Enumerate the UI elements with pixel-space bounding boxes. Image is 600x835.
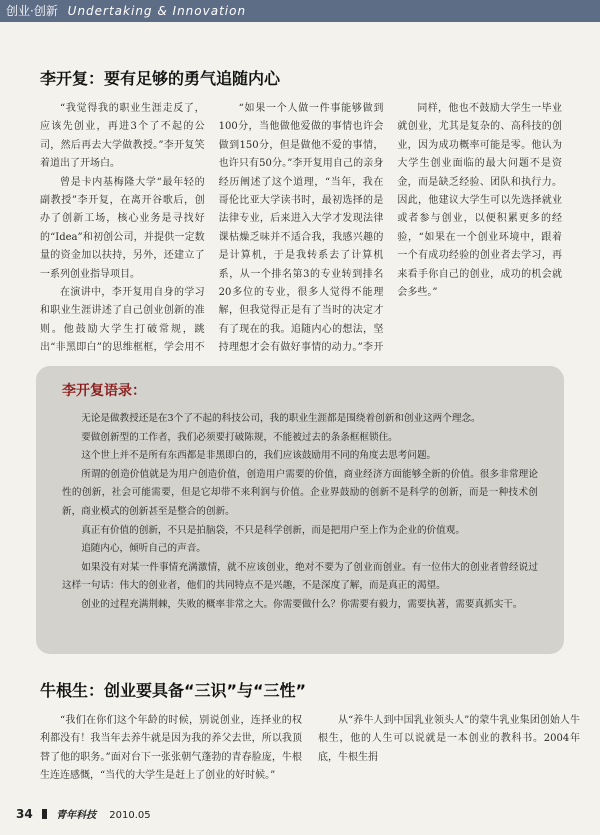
article1-paragraph: “如果一个人做一件事能够做到100分，当他做他爱做的事情也许会做到150分，但是做他不爱的事情，也许只有50分。”李开复用自己的亲身经历阐述了这个道理，“当年，我在哥伦比亚大学读书时，最初选择的是法律专业，后来进入大学才发现法律课枯燥乏味并不适合我，我感兴趣的是计算机，于是我转系去了计算机系，从一个排名第3的专业转到排名20多位的专业，很多人觉得不能理解，但我觉得正是有了当时的决定才有了现在的我。追随内心的想法，坚持理想才会有做好事情的动力。”李开 [218,103,384,354]
article1-paragraph: 曾是卡内基梅隆大学“最年轻的副教授”李开复，在离开谷歌后，创办了创新工场，核心业务是寻找好的“Idea”和初创公司，并提供一定数量的资金加以扶持，另外，还建立了一系列创业指导项目。 [40,176,205,280]
magazine-name: 青年科技 [56,810,97,821]
quote-item: 无论是做教授还是在3个了不起的科技公司，我的职业生涯都是围绕着创新和创业这两个理念。 [81,413,481,424]
quote-item: 所谓的创造价值就是为用户创造价值，创造用户需要的价值，商业经济方面能够全新的价值。很多非常理论性的创新，社会可能需要，但是它却带不来利润与价值。企业界鼓励的创新不是科学的创新，而是一种技术创新，商业模式的创新甚至是整合的创新。 [62,468,538,517]
article1-paragraph: 在演讲中，李开复用自身的学习和职业生涯讲述了自己创业创新的准则。他鼓励大学生打破常规，跳出“非黑即白”的思维框框，学会用不 [40,287,205,354]
section-title-cn: 创业·创新 [6,4,58,18]
article1-paragraph: 同样，他也不鼓励大学生一毕业就创业，尤其是复杂的、高科技的创业，因为成功概率可能是零。他认为大学生创业面临的最大问题不是资金，而是缺乏经验、团队和执行力。因此，他建议大学生可以先选择就业或者参与创业，以便积累更多的经验，“如果在一个创业环境中，跟着一个有成功经验的创业者去学习，再来看手你自己的创业，成功的机会就会多些。” [397,103,563,299]
section-header-bar [0,0,600,22]
quote-item: 真正有价值的创新，不只是拍脑袋，不只是科学创新，而是把用户至上作为企业的价值观。 [81,524,465,536]
article1-column-1 [40,100,205,360]
article2-body [40,712,580,790]
quotes-box [36,366,564,654]
article1-title: 李开复：要有足够的勇气追随内心 [40,69,281,88]
quote-item: 创业的过程充满荆棘，失败的概率非常之大。你需要做什么？你需要有毅力，需要执著，需要真抓实干。 [81,598,523,610]
page-footer [16,806,151,821]
article2-column-2 [318,712,580,790]
article2-column-1 [40,712,302,790]
article2-paragraph: 从“养牛人到中国乳业领头人”的蒙牛乳业集团创始人牛根生，他的人生可以说就是一本创业的教科书。2004年底，牛根生捐 [318,715,580,763]
quotes-list [62,410,538,615]
article1-column-3 [397,100,562,360]
article2-title: 牛根生：创业要具备“三识”与“三性” [40,681,307,700]
issue-date: 2010.05 [109,810,151,821]
article1-paragraph: “我觉得我的职业生涯走反了，应该先创业，再进3个了不起的公司，然后再去大学做教授。”李开复笑着道出了开场白。 [40,103,205,170]
quote-item: 这个世上并不是所有东西都是非黑即白的，我们应该鼓励用不同的角度去思考问题。 [81,450,437,462]
section-title-en: Undertaking & Innovation [67,4,247,18]
quote-item: 追随内心，倾听自己的声音。 [81,543,206,555]
article1-body [40,100,562,360]
quote-item: 要做创新型的工作者，我们必须要打破陈规，不能被过去的条条框框锁住。 [81,431,398,443]
page-number: 34 [16,807,33,821]
footer-divider [42,809,47,819]
quote-item: 如果没有对某一件事情充满激情，就不应该创业，绝对不要为了创业而创业。有一位伟大的创业者曾经说过这样一句话：伟大的创业者，他们的共同特点不是兴趣，不是深度了解，而是真正的渴望。 [62,561,538,592]
article2-paragraph: “我们在你们这个年龄的时候，别说创业，连择业的权利都没有！我当年去养牛就是因为我的养父去世，所以我顶替了他的职务。”面对台下一张张朝气蓬勃的青春脸庞，牛根生连连感慨，“当代的大学生是赶上了创业的好时候。” [40,715,302,782]
quotes-box-title: 李开复语录： [62,383,146,399]
article1-column-2 [219,100,384,360]
